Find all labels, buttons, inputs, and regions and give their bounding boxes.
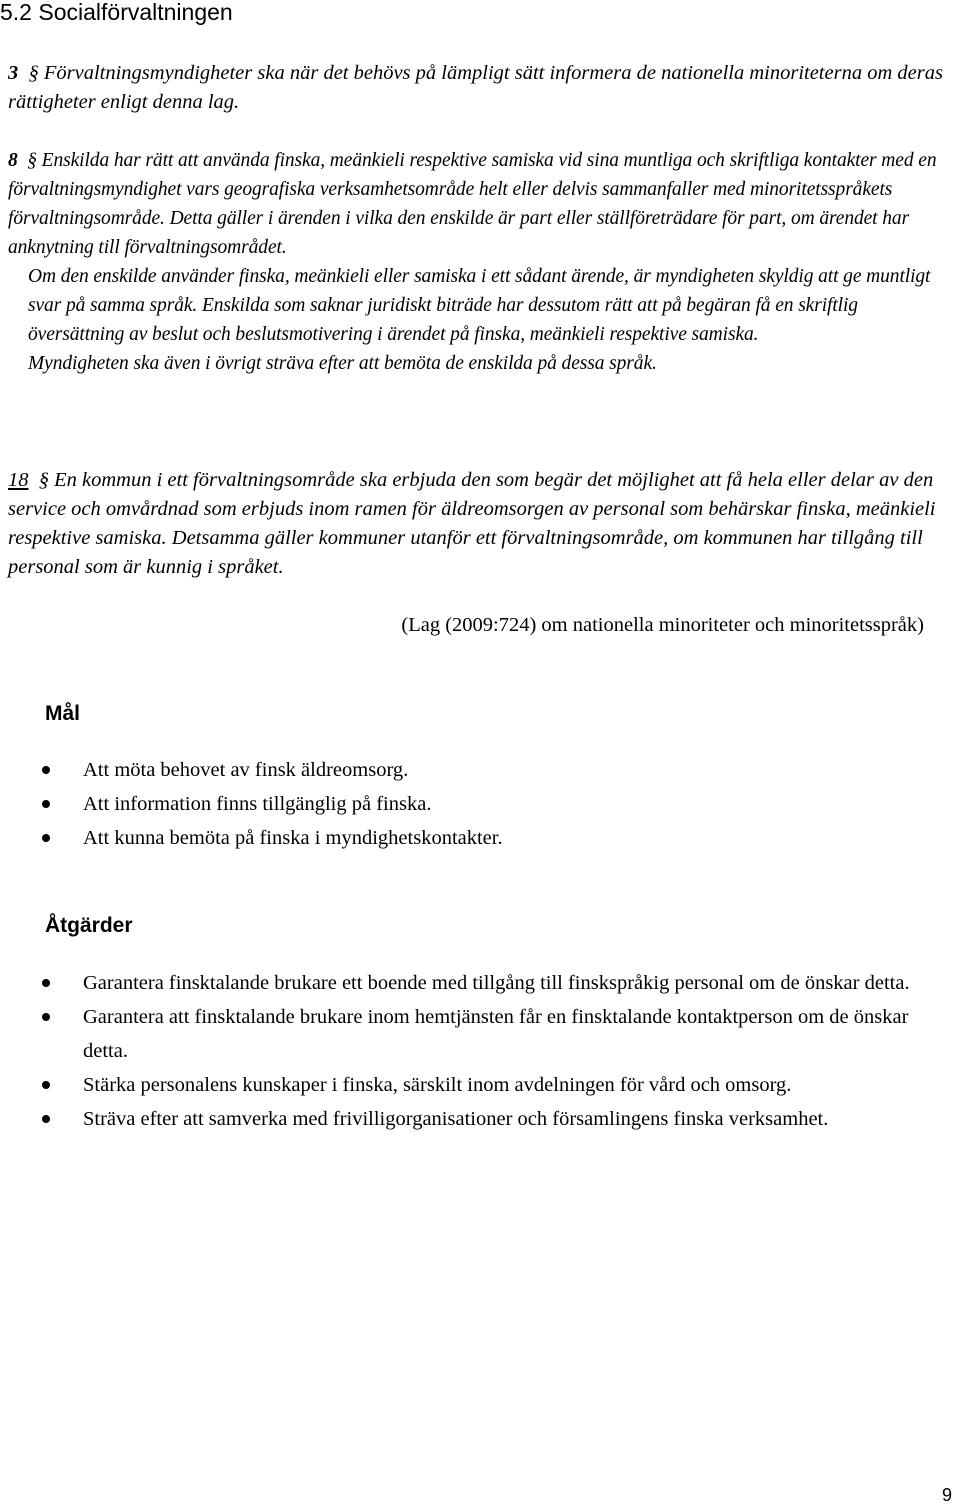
paragraph-text xyxy=(8,466,958,582)
bullet-icon xyxy=(42,800,50,808)
goals-list xyxy=(0,753,960,855)
goal-item xyxy=(0,753,960,787)
goal-item xyxy=(0,821,960,855)
goal-text: Att information finns tillgänglig på finska. xyxy=(83,793,432,815)
paragraph-body: Enskilda har rätt att använda finska, meänkieli respektive samiska vid sina muntliga och skriftliga kontakter med en förvaltningsmyndighet vars geografiska verksamhetsområde helt eller delvis sammanfaller med minoritetsspråkets förvaltningsområde. Detta gäller i ärenden i vilka den enskilde är part eller ställföreträdare för part, om ärendet har anknytning till förvaltningsområdet. xyxy=(8,150,937,258)
action-item xyxy=(0,1068,960,1102)
actions-heading: Åtgärder xyxy=(45,914,133,937)
paragraph-body: En kommun i ett förvaltningsområde ska erbjuda den som begär det möjlighet att få hela eller delar av den service och omvårdnad som erbjuds inom ramen för äldreomsorgen av personal som behärskar finska, meänkieli respektive samiska. Detsamma gäller kommuner utanför ett förvaltningsområde, om kommunen har tillgång till personal som är kunnig i språket. xyxy=(8,469,936,578)
goal-text: Att möta behovet av finsk äldreomsorg. xyxy=(83,759,409,781)
bullet-icon xyxy=(42,979,50,987)
paragraph-symbol: § xyxy=(28,62,39,84)
action-item xyxy=(0,1000,960,1068)
action-text: Garantera att finsktalande brukare inom hemtjänsten får en finsktalande kontaktperson om de önskar detta. xyxy=(83,1006,909,1062)
paragraph-text xyxy=(8,146,958,262)
actions-list xyxy=(0,966,960,1136)
law-paragraph-18 xyxy=(8,466,958,582)
goal-text: Att kunna bemöta på finska i myndighetskontakter. xyxy=(83,827,503,849)
paragraph-text xyxy=(8,59,958,117)
law-paragraph-3 xyxy=(8,59,958,117)
action-item xyxy=(0,1102,960,1136)
paragraph-text-2: Om den enskilde använder finska, meänkieli eller samiska i ett sådant ärende, är myndigheten skyldig att ge muntligt svar på samma språk. Enskilda som saknar juridiskt biträde har dessutom rätt att på begäran få en skriftlig översättning av beslut och beslutsmotivering i ärendet på finska, meänkieli respektive samiska. xyxy=(28,266,931,345)
bullet-icon xyxy=(42,1081,50,1089)
action-item xyxy=(0,966,960,1000)
paragraph-text-3: Myndigheten ska även i övrigt sträva efter att bemöta de enskilda på dessa språk. xyxy=(28,353,657,374)
paragraph-number: 3 xyxy=(8,62,19,84)
action-text: Stärka personalens kunskaper i finska, särskilt inom avdelningen för vård och omsorg. xyxy=(83,1074,792,1096)
bullet-icon xyxy=(42,1013,50,1021)
bullet-icon xyxy=(42,766,50,774)
law-paragraph-8 xyxy=(8,146,958,378)
goals-heading: Mål xyxy=(45,702,81,725)
paragraph-symbol: § xyxy=(27,150,37,171)
paragraph-number: 8 xyxy=(8,150,18,171)
paragraph-body: Förvaltningsmyndigheter ska när det behövs på lämpligt sätt informera de nationella minoriteterna om deras rättigheter enligt denna lag. xyxy=(8,62,943,113)
action-text: Garantera finsktalande brukare ett boende med tillgång till finskspråkig personal om de önskar detta. xyxy=(83,972,910,994)
section-title: 5.2 Socialförvaltningen xyxy=(0,0,233,25)
bullet-icon xyxy=(42,834,50,842)
law-citation: (Lag (2009:724) om nationella minoriteter och minoritetsspråk) xyxy=(401,614,924,636)
goal-item xyxy=(0,787,960,821)
paragraph-symbol: § xyxy=(38,469,49,491)
page-number: 9 xyxy=(941,1485,952,1505)
bullet-icon xyxy=(42,1115,50,1123)
action-text: Sträva efter att samverka med frivilligorganisationer och församlingens finska verksamhet. xyxy=(83,1108,829,1130)
paragraph-number: 18 xyxy=(8,469,29,491)
